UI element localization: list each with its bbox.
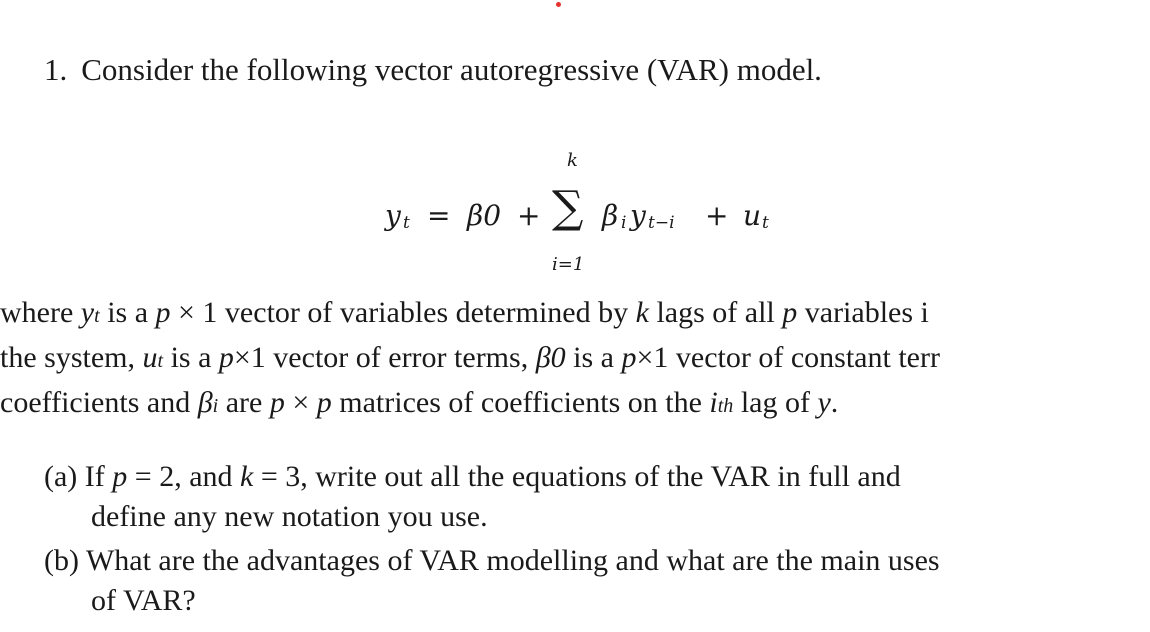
- paragraph-line-1: where yt is a p × 1 vector of variables determined by k lags of all p variables i: [0, 296, 929, 329]
- part-b: [44, 541, 940, 621]
- part-b-label: (b): [44, 544, 79, 577]
- eq-error-sub: t: [762, 213, 769, 233]
- eq-var-y: y: [630, 199, 646, 232]
- eq-var-sub: t−i: [648, 213, 675, 233]
- var-equation: [0, 0, 1150, 290]
- part-a-line-2: define any new notation you use.: [91, 500, 488, 533]
- eq-lhs-sub: t: [403, 213, 410, 233]
- part-b-line-2: of VAR?: [91, 584, 196, 617]
- part-a-label: (a): [44, 460, 78, 493]
- paragraph-line-3: coefficients and βi are p × p matrices of coefficients on the ith lag of y.: [0, 386, 839, 419]
- part-b-line-1: What are the advantages of VAR modelling and what are the main uses: [78, 544, 940, 577]
- eq-constant-beta0: β0: [467, 199, 502, 232]
- eq-plus-1: +: [517, 199, 541, 232]
- summation-sign: ∑: [552, 182, 584, 233]
- eq-plus-2: +: [705, 199, 729, 232]
- paragraph-line-2: the system, ut is a p×1 vector of error terms, β0 is a p×1 vector of constant terr: [0, 341, 940, 374]
- definition-paragraph: [0, 292, 940, 427]
- sum-upper-limit: k: [567, 150, 578, 171]
- eq-lhs-y: y: [385, 199, 401, 232]
- question-heading-text: Consider the following vector autoregressive (VAR) model.: [81, 52, 822, 87]
- eq-coef-sub: i: [621, 213, 627, 233]
- sum-lower-limit: i=1: [552, 254, 585, 275]
- eq-coef-beta: β: [602, 199, 619, 232]
- eq-equals: =: [427, 199, 451, 232]
- question-number: 1.: [44, 52, 68, 87]
- eq-error-u: u: [743, 199, 762, 232]
- part-a: (a) If p = 2, and k = 3, write out all the equations of the VAR in full and define any new notation you use.: [44, 457, 901, 537]
